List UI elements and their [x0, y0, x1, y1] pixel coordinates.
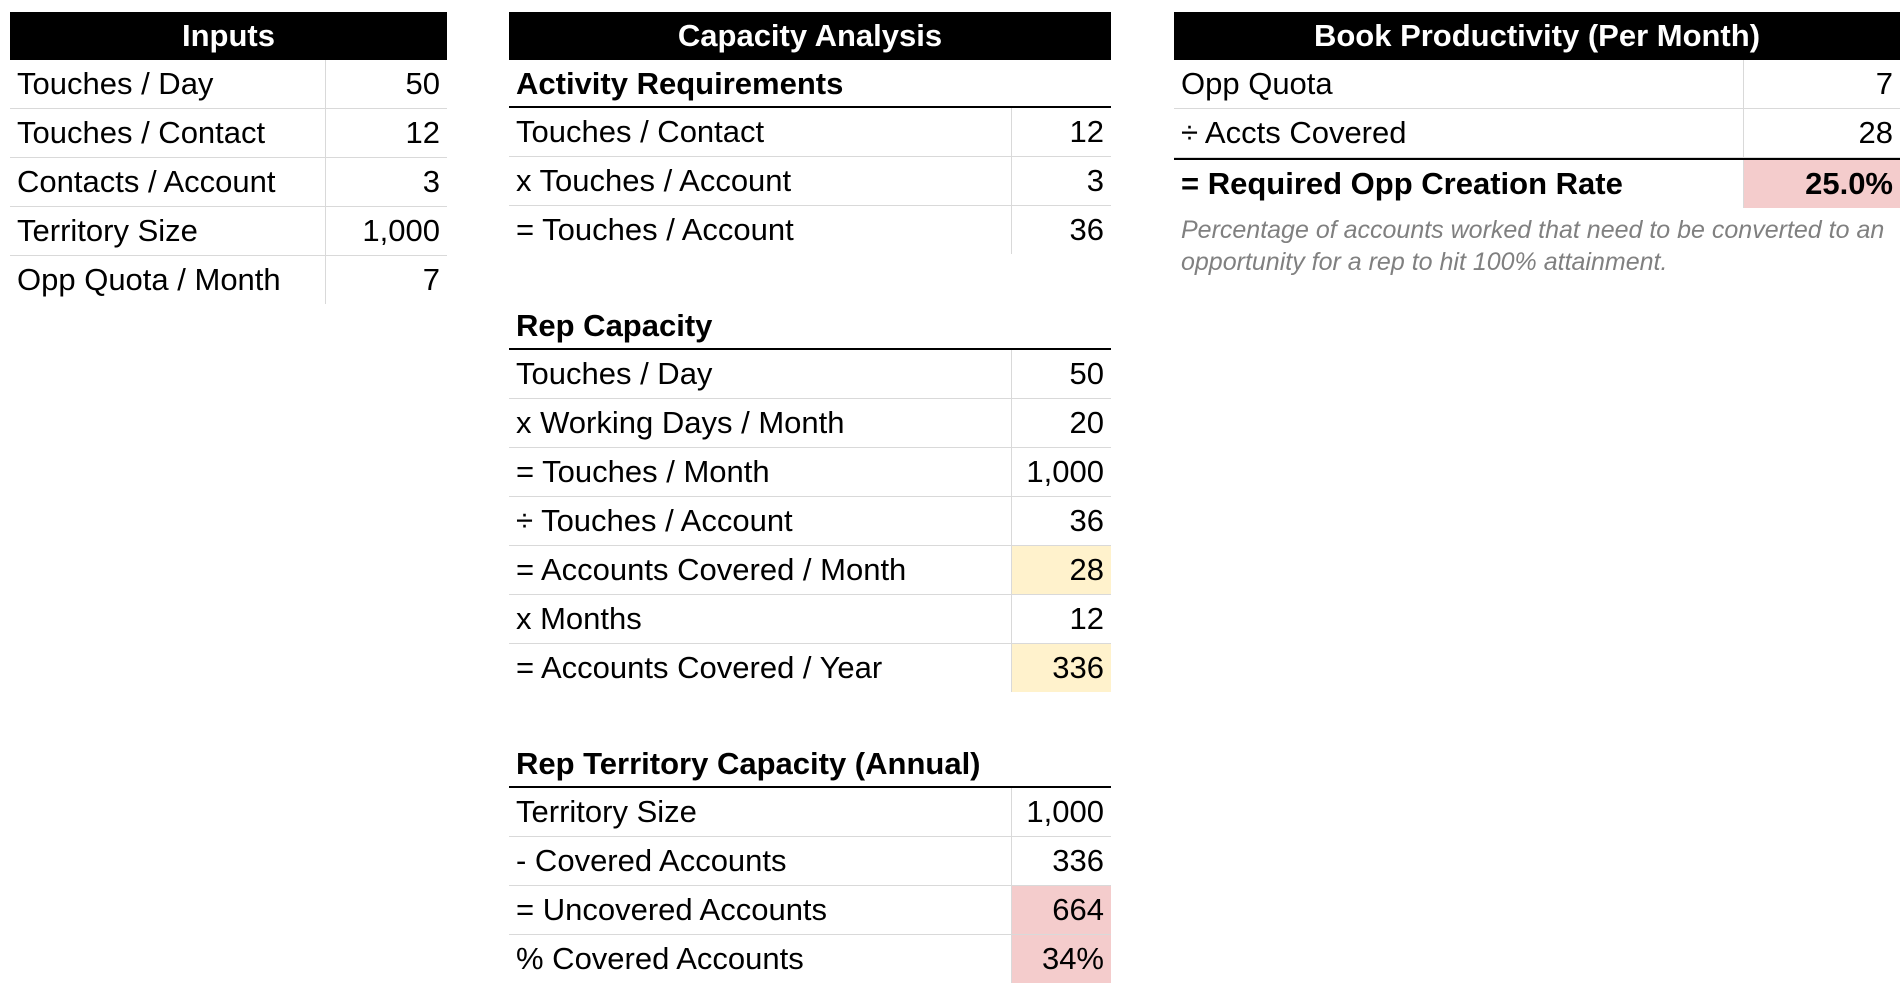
- input-label: Touches / Day: [17, 66, 214, 101]
- row-value-cell[interactable]: 12: [1011, 595, 1111, 643]
- row-value-cell[interactable]: 1,000: [1011, 448, 1111, 496]
- section-spacer: [509, 692, 1111, 740]
- rep-row: [509, 546, 1111, 595]
- activity-row: [509, 108, 1111, 157]
- row-label: x Months: [516, 601, 642, 636]
- input-value-cell[interactable]: 1,000: [325, 207, 447, 255]
- book-header: Book Productivity (Per Month): [1174, 12, 1900, 60]
- covered-percent-value-cell[interactable]: 34%: [1011, 935, 1111, 983]
- row-value-cell[interactable]: 12: [1011, 108, 1111, 156]
- row-label: Territory Size: [516, 794, 697, 829]
- row-label: = Accounts Covered / Month: [516, 552, 907, 587]
- row-label: = Uncovered Accounts: [516, 892, 828, 927]
- input-row-contacts-account: [10, 158, 447, 207]
- book-panel: [1174, 12, 1900, 278]
- row-value-cell[interactable]: 1,000: [1011, 788, 1111, 836]
- input-row-territory-size: [10, 207, 447, 256]
- input-value-cell[interactable]: 7: [325, 256, 447, 304]
- row-label: = Touches / Month: [516, 454, 770, 489]
- row-value-cell[interactable]: 7: [1743, 60, 1900, 108]
- activity-row: [509, 157, 1111, 206]
- activity-section-title: Activity Requirements: [509, 60, 1111, 108]
- input-value-cell[interactable]: 12: [325, 109, 447, 157]
- row-label: x Touches / Account: [516, 163, 792, 198]
- row-label: x Working Days / Month: [516, 405, 845, 440]
- capacity-header: Capacity Analysis: [509, 12, 1111, 60]
- row-label: Touches / Contact: [516, 114, 765, 149]
- territory-row: [509, 886, 1111, 935]
- input-row-opp-quota: [10, 256, 447, 304]
- territory-row: [509, 788, 1111, 837]
- input-value-cell[interactable]: 50: [325, 60, 447, 108]
- row-value-cell[interactable]: 336: [1011, 837, 1111, 885]
- row-label: ÷ Touches / Account: [516, 503, 793, 538]
- row-value-cell[interactable]: 28: [1743, 109, 1900, 157]
- row-label: % Covered Accounts: [516, 941, 804, 976]
- rep-row: [509, 497, 1111, 546]
- inputs-panel: [10, 12, 447, 304]
- row-label: - Covered Accounts: [516, 843, 787, 878]
- rep-row: [509, 448, 1111, 497]
- input-label: Touches / Contact: [17, 115, 266, 150]
- book-row: [1174, 109, 1900, 158]
- total-label: = Required Opp Creation Rate: [1181, 166, 1623, 201]
- territory-row: [509, 935, 1111, 983]
- input-label: Opp Quota / Month: [17, 262, 281, 297]
- row-label: Opp Quota: [1181, 66, 1333, 101]
- row-label: ÷ Accts Covered: [1181, 115, 1407, 150]
- book-row: [1174, 60, 1900, 109]
- inputs-header: Inputs: [10, 12, 447, 60]
- row-value-cell[interactable]: 50: [1011, 350, 1111, 398]
- capacity-panel: [509, 12, 1111, 983]
- row-label: = Touches / Account: [516, 212, 794, 247]
- accounts-year-value-cell[interactable]: 336: [1011, 644, 1111, 692]
- rep-row: [509, 644, 1111, 692]
- section-spacer: [509, 254, 1111, 302]
- book-note: Percentage of accounts worked that need to be converted to an opportunity for a rep to hit 100% attainment.: [1181, 216, 1885, 276]
- input-row-touches-contact: [10, 109, 447, 158]
- row-value-cell[interactable]: 36: [1011, 497, 1111, 545]
- row-value-cell[interactable]: 3: [1011, 157, 1111, 205]
- activity-row: [509, 206, 1111, 254]
- row-value-cell[interactable]: 20: [1011, 399, 1111, 447]
- accounts-month-value-cell[interactable]: 28: [1011, 546, 1111, 594]
- row-label: = Accounts Covered / Year: [516, 650, 883, 685]
- input-value-cell[interactable]: 3: [325, 158, 447, 206]
- input-row-touches-day: [10, 60, 447, 109]
- rep-row: [509, 399, 1111, 448]
- opp-rate-value-cell[interactable]: 25.0%: [1743, 160, 1900, 208]
- rep-row: [509, 350, 1111, 399]
- rep-section-title: Rep Capacity: [509, 302, 1111, 350]
- uncovered-value-cell[interactable]: 664: [1011, 886, 1111, 934]
- book-total-row: [1174, 158, 1900, 208]
- row-label: Touches / Day: [516, 356, 713, 391]
- input-label: Contacts / Account: [17, 164, 276, 199]
- territory-section-title: Rep Territory Capacity (Annual): [509, 740, 1111, 788]
- rep-row: [509, 595, 1111, 644]
- territory-row: [509, 837, 1111, 886]
- row-value-cell[interactable]: 36: [1011, 206, 1111, 254]
- input-label: Territory Size: [17, 213, 198, 248]
